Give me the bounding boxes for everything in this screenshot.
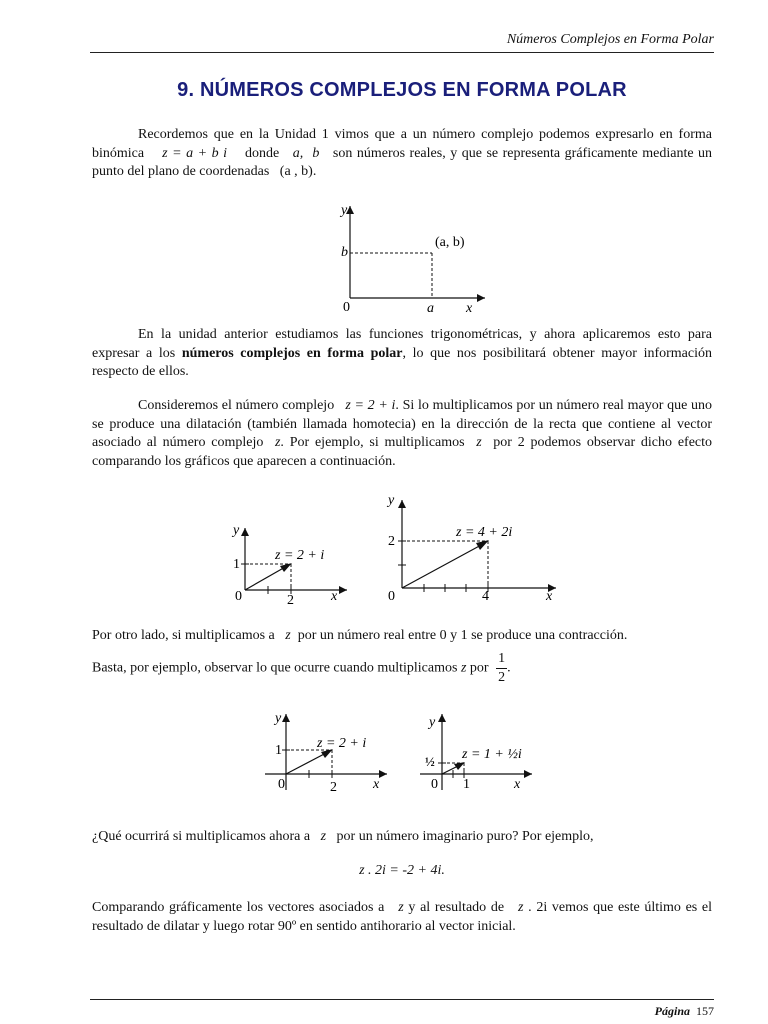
p2-text-a: En la unidad anterior estudiamos las funciones trigonométricas, y ahora aplicaremos esto para expresar a los [92,327,712,361]
p1-var-a: a, [292,145,304,161]
fig2-left-xtick: 2 [287,593,294,608]
p6-z: z [398,900,404,915]
one-half-fraction [496,650,507,687]
paragraph-dilation [92,397,712,471]
p4-z-2: z [460,660,467,676]
paragraph-polar-intro [92,326,712,382]
fig3-left-xtick: 2 [330,780,337,795]
fig1-y-label: y [341,203,348,218]
coordinate-plane-figure [325,198,505,320]
p1-text-c: son números reales, y que se representa gráficamente mediante un punto del plano de coordenadas [92,145,713,179]
fig2-right-x-label: x [546,589,553,604]
contraction-figure-original [265,708,395,798]
fig3-right-origin: 0 [431,777,438,792]
fig1-a-label: a [427,301,434,316]
p3-expression: z = 2 + i [345,398,396,413]
p1-text-a: Recordemos que en la Unidad 1 vimos que a un número complejo podemos expresarlo en forma binómica [92,127,712,161]
paragraph-imaginary-question [92,828,712,847]
fig2-left-vector-label: z = 2 + i [275,548,325,563]
p6-text-a: Comparando gráficamente los vectores asociados a [92,900,385,915]
fig2-right-ytick: 2 [388,534,395,549]
p4-line-2 [92,650,712,687]
fig3-right-ytick: ½ [425,754,435,769]
fraction-numerator: 1 [496,650,507,669]
p1-expression: z = a + b i [162,145,227,161]
fig3-left-vector-label: z = 2 + i [317,736,367,751]
fig3-left-origin: 0 [278,777,285,792]
footer-page-label: Página [654,1004,690,1018]
fig1-x-label: x [466,301,473,316]
fig3-right-y-label: y [429,715,436,730]
fig1-point-label: (a, b) [435,235,465,250]
p3-z-1: z [274,435,281,450]
fig2-right-xtick: 4 [482,589,489,604]
p1-point: (a , b). [279,164,317,179]
paragraph-rotation [92,899,712,936]
p4-line-1 [92,627,712,646]
p3-text-b: . Si lo multiplicamos por un número real mayor que uno se produce una dilatación (también llamada homotecia) en la dirección de la recta que contiene al vector asociado al número complejo [92,398,713,450]
equation [92,863,712,879]
fig1-b-label: b [341,245,348,260]
section-title: 9. NÚMEROS COMPLEJOS EN FORMA POLAR [177,79,627,101]
p1-var-b: b [312,145,320,161]
fig2-left-x-label: x [331,589,338,604]
page-footer [655,1004,714,1019]
contraction-figure-scaled [420,708,540,798]
paragraph-contraction [92,627,712,687]
p2-text-b: , lo que nos posibilitará obtener mayor información respecto de ellos. [92,345,712,379]
fig3-right-vector-label: z = 1 + ½i [462,747,522,762]
p5-z: z [320,829,327,844]
p6-z-2: z [518,900,524,915]
fig3-left-x-label: x [373,777,380,792]
p3-text-c: . Por ejemplo, si multiplicamos [280,435,465,450]
p4-text-d: por [469,660,489,676]
fig2-right-y-label: y [388,493,395,508]
p5-text-a: ¿Qué ocurrirá si multiplicamos ahora a [92,829,311,844]
p4-text-c: Basta, por ejemplo, observar lo que ocurre cuando multiplicamos [92,660,458,676]
fig3-left-ytick: 1 [275,743,282,758]
footer-page-number: 157 [696,1004,714,1018]
p6-text-c: . 2i vemos que este último es el resultado de dilatar y luego rotar 90º en sentido antihorario al vector inicial. [92,900,713,934]
p3-text-d: por 2 podemos observar dicho efecto comparando los gráficos que aparecen a continuación. [92,435,713,469]
fig3-right-x-label: x [514,777,521,792]
p4-text-e: . [507,660,511,676]
p2-bold-term: números complejos en forma polar [181,345,403,361]
fig2-right-vector-label: z = 4 + 2i [456,525,513,540]
p6-text-b: y al resultado de [408,900,505,915]
p1-text-b: donde [245,145,280,161]
fraction-denominator: 2 [498,669,506,685]
fig3-left-y-label: y [275,711,282,726]
p3-text-a: Consideremos el número complejo [138,398,335,413]
equation-text: z . 2i = -2 + 4i. [359,863,445,878]
fig2-right-origin: 0 [388,589,395,604]
fig3-right-xtick: 1 [463,777,470,792]
fig2-left-ytick: 1 [233,557,240,572]
fig1-origin-label: 0 [343,300,350,315]
paragraph-intro [92,126,712,182]
header-rule [90,52,714,53]
footer-rule [90,999,714,1000]
p5-text-b: por un número imaginario puro? Por ejemplo, [336,829,594,844]
dilation-figure-scaled [380,490,560,610]
p4-text-b: por un número real entre 0 y 1 se produce una contracción. [297,628,628,643]
p3-z-2: z [476,435,482,450]
p4-text-a: Por otro lado, si multiplicamos a [92,628,275,643]
running-header: Números Complejos en Forma Polar [506,32,714,47]
fig2-left-y-label: y [233,523,240,538]
dilation-figure-original [225,520,355,610]
fig2-left-origin: 0 [235,589,242,604]
p4-z: z [285,628,291,643]
